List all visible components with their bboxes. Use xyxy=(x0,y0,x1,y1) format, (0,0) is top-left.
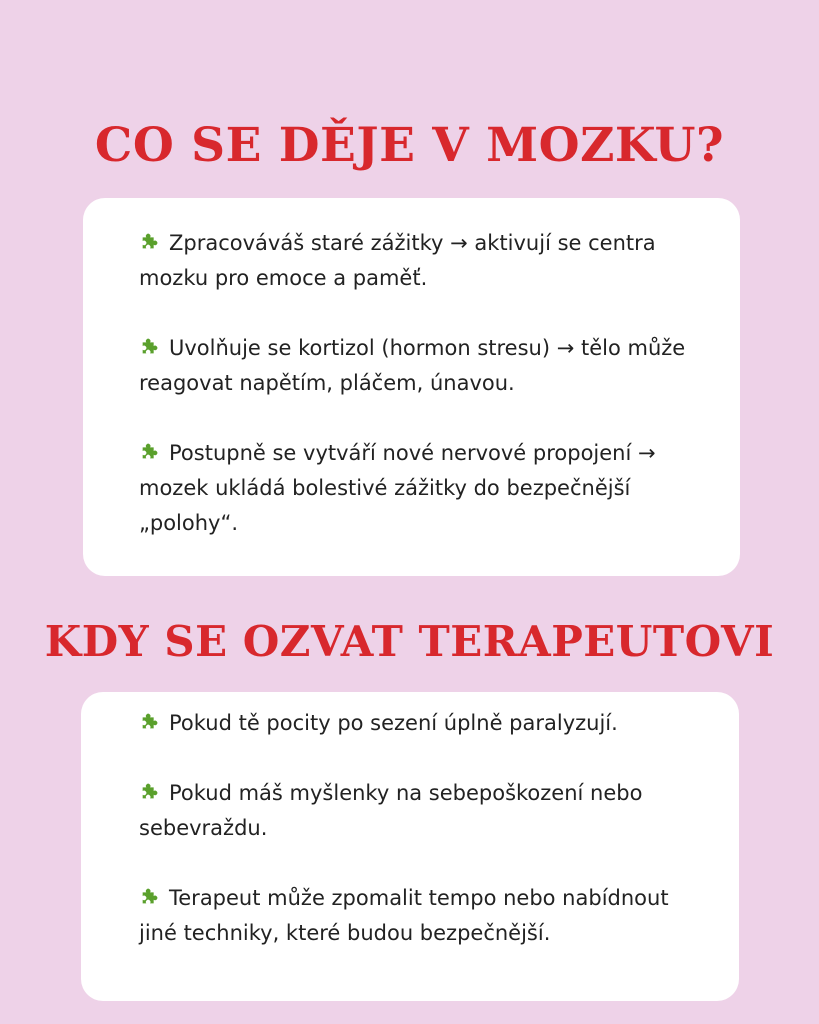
list-item xyxy=(139,436,710,541)
section-title-brain: CO SE DĚJE V MOZKU? xyxy=(94,118,725,173)
puzzle-piece-icon xyxy=(139,711,161,733)
puzzle-piece-icon xyxy=(139,441,161,463)
section-title-therapist: KDY SE OZVAT TERAPEUTOVI xyxy=(44,617,775,666)
puzzle-piece-icon xyxy=(139,231,161,253)
list-item-text: Postupně se vytváří nové nervové propojení → mozek ukládá bolestivé zážitky do bezpečnější „polohy“. xyxy=(139,441,656,535)
list-item-text: Pokud máš myšlenky na sebepoškození nebo sebevraždu. xyxy=(139,781,643,840)
brain-info-card xyxy=(83,198,740,576)
list-item xyxy=(139,706,711,741)
puzzle-piece-icon xyxy=(139,336,161,358)
list-item-text: Pokud tě pocity po sezení úplně paralyzují. xyxy=(169,711,618,735)
puzzle-piece-icon xyxy=(139,781,161,803)
list-item xyxy=(139,881,711,951)
puzzle-piece-icon xyxy=(139,886,161,908)
list-item-text: Terapeut může zpomalit tempo nebo nabídnout jiné techniky, které budou bezpečnější. xyxy=(139,886,669,945)
therapist-info-card xyxy=(81,692,739,1001)
list-item-text: Uvolňuje se kortizol (hormon stresu) → tělo může reagovat napětím, pláčem, únavou. xyxy=(139,336,686,395)
list-item-text: Zpracováváš staré zážitky → aktivují se centra mozku pro emoce a paměť. xyxy=(139,231,656,290)
list-item xyxy=(139,226,710,296)
list-item xyxy=(139,331,710,401)
list-item xyxy=(139,776,711,846)
